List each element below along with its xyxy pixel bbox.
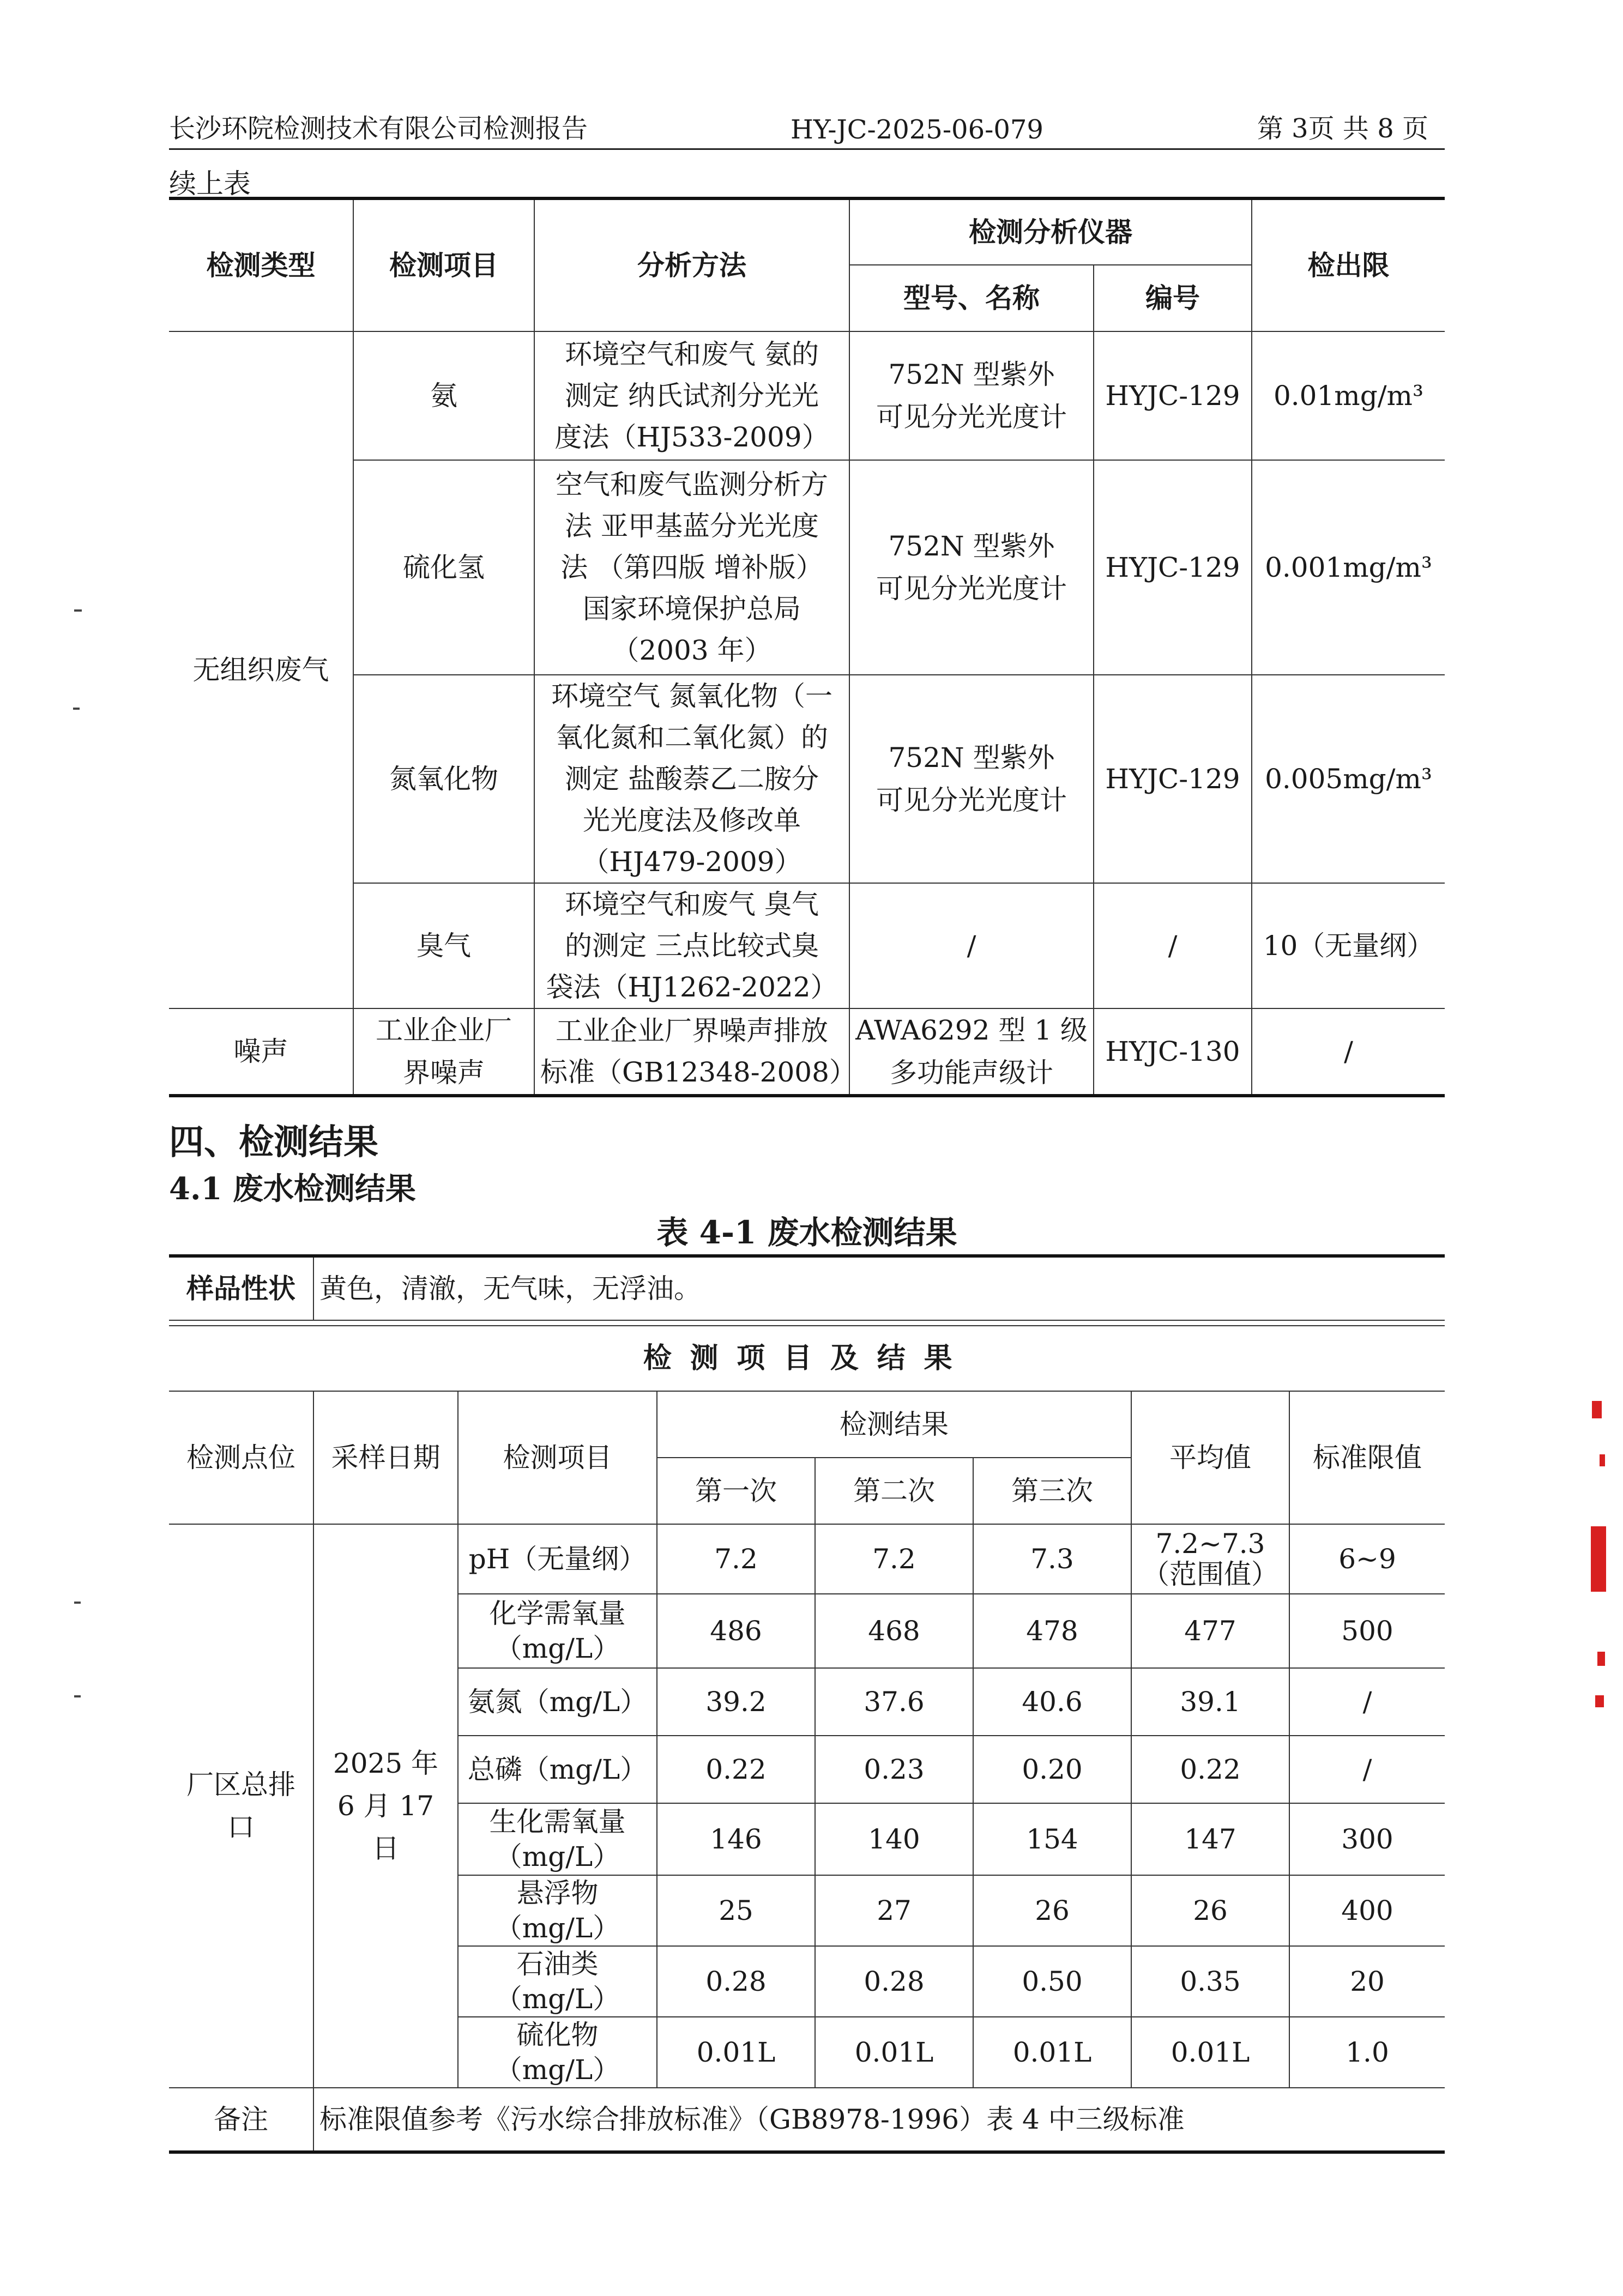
method-line: 袋法（HJ1262-2022） [546,971,838,1003]
page-number: 第 3页 共 8 页 [1257,113,1428,144]
point-line: 口 [227,1811,255,1843]
average-value [1131,2017,1289,2088]
scan-mark [73,708,80,710]
page-header [169,104,1445,150]
results-table [169,1254,1445,2154]
detection-limit: / [1252,1008,1445,1096]
method-line: 环境空气和废气 臭气 [565,889,819,920]
avg-line: 477 [1184,1615,1236,1647]
scan-mark [74,609,82,612]
method-line: 测定 盐酸萘乙二胺分 [565,763,819,795]
result-third: 0.20 [973,1736,1131,1803]
method-line: 的测定 三点比较式臭 [565,930,819,962]
method-line: 氧化氮和二氧化氮）的 [556,722,828,753]
detection-item: 氨 [353,331,534,460]
avg-line: 7.2~7.3 [1155,1528,1265,1560]
analysis-method [534,675,849,883]
report-number: HY-JC-2025-06-079 [791,114,1043,145]
method-table-body [169,331,1445,1096]
avg-line: 0.35 [1180,1966,1241,1997]
result-first: 25 [657,1875,815,1946]
result-second: 27 [815,1875,973,1946]
instrument-model [849,883,1094,1008]
average-value [1131,1875,1289,1946]
stamp-fragment [1592,1401,1602,1418]
result-third: 7.3 [973,1524,1131,1594]
company-report-title: 长沙环院检测技术有限公司检测报告 [169,113,588,144]
sampling-point [169,1524,313,2088]
item-line: 总磷（mg/L） [467,1754,648,1785]
result-third: 154 [973,1803,1131,1875]
result-second: 0.01L [815,2017,973,2088]
stamp-fragment [1600,1454,1605,1466]
detection-limit: 0.005mg/m³ [1252,675,1445,883]
instrument-model [849,1008,1094,1096]
method-line: 空气和废气监测分析方 [556,469,828,500]
instrument-number: HYJC-129 [1094,331,1252,460]
model-line: 可见分光光度计 [876,401,1067,433]
col-header-model: 型号、名称 [849,265,1094,331]
result-third: 478 [973,1594,1131,1668]
stamp-fragment [1595,1695,1604,1707]
col-header-item: 检测项目 [458,1391,657,1524]
standard-limit: 6~9 [1289,1524,1445,1594]
result-third: 40.6 [973,1668,1131,1736]
method-table [169,197,1445,1097]
test-item [458,1594,657,1668]
test-item [458,1803,657,1875]
result-third: 26 [973,1875,1131,1946]
scan-mark [74,1695,81,1697]
sample-label: 样品性状 [169,1256,313,1320]
result-first: 0.28 [657,1946,815,2017]
date-line: 6 月 17 日 [337,1790,435,1864]
col-header-instrument: 检测分析仪器 [849,198,1252,265]
result-first: 39.2 [657,1668,815,1736]
result-first: 146 [657,1803,815,1875]
standard-limit: 1.0 [1289,2017,1445,2088]
report-page [169,104,1445,2154]
average-value [1131,1736,1289,1803]
analysis-method [534,883,849,1008]
table-caption: 表 4-1 废水检测结果 [656,1214,957,1251]
result-second: 140 [815,1803,973,1875]
detection-limit: 0.01mg/m³ [1252,331,1445,460]
detection-limit: 0.001mg/m³ [1252,460,1445,675]
avg-line: 39.1 [1180,1686,1241,1718]
date-line: 2025 年 [333,1748,439,1779]
item-line: 生化需氧量 [489,1806,626,1838]
model-line: 752N 型紫外 [888,742,1055,774]
item-line: 工业企业厂 [376,1014,512,1046]
instrument-model [849,675,1094,883]
standard-limit: 500 [1289,1594,1445,1668]
method-line: （2003 年） [612,635,772,666]
instrument-model [849,331,1094,460]
sampling-date [313,1524,458,2088]
col-header-results: 检测结果 [657,1391,1131,1458]
method-line: 法 亚甲基蓝分光光度 [565,510,819,542]
results-table-body [169,1524,1445,2088]
result-second: 468 [815,1594,973,1668]
method-line: 法 （第四版 增补版） [560,552,823,583]
standard-limit: 300 [1289,1803,1445,1875]
result-second: 0.23 [815,1736,973,1803]
item-line: 化学需氧量 [489,1598,626,1629]
point-line: 厂区总排 [186,1769,295,1800]
method-line: 度法（HJ533-2009） [554,421,829,453]
test-item [458,1524,657,1594]
method-line: 工业企业厂界噪声排放 [556,1015,828,1047]
item-line: 悬浮物（mg/L） [494,1877,620,1944]
average-value [1131,1803,1289,1875]
instrument-number: HYJC-130 [1094,1008,1252,1096]
result-second: 37.6 [815,1668,973,1736]
avg-line: 147 [1184,1823,1236,1855]
table-row [169,1524,1445,1594]
average-value [1131,1946,1289,2017]
remark-text: 标准限值参考《污水综合排放标准》（GB8978-1996）表 4 中三级标准 [313,2088,1445,2152]
instrument-number: HYJC-129 [1094,460,1252,675]
test-item [458,2017,657,2088]
continued-label: 续上表 [169,168,251,200]
item-line: pH（无量纲） [468,1543,647,1575]
result-first: 0.22 [657,1736,815,1803]
section-title: 四、检测结果 [169,1122,378,1163]
analysis-method [534,460,849,675]
test-item [458,1875,657,1946]
detection-type: 无组织废气 [169,331,353,1008]
method-line: 环境空气 氮氧化物（一 [551,680,832,712]
col-header-type: 检测类型 [169,198,353,331]
test-item [458,1946,657,2017]
remark-label: 备注 [169,2088,313,2152]
average-value [1131,1594,1289,1668]
scan-mark [74,1602,81,1604]
test-item [458,1736,657,1803]
item-line: 硫化物（mg/L） [494,2019,620,2086]
result-second: 0.28 [815,1946,973,2017]
average-value [1131,1524,1289,1594]
model-line: 多功能声级计 [890,1057,1053,1089]
detection-item: 臭气 [353,883,534,1008]
method-line: 标准（GB12348-2008） [540,1056,856,1088]
model-line: / [967,930,976,962]
col-header-point: 检测点位 [169,1391,313,1524]
col-header-number: 编号 [1094,265,1252,331]
results-banner: 检测项目及结果 [169,1326,1445,1391]
item-line: 界噪声 [403,1057,485,1089]
avg-line: 0.22 [1180,1754,1241,1785]
instrument-number: / [1094,883,1252,1008]
item-line: （mg/L） [494,1841,620,1872]
col-header-second: 第二次 [815,1458,973,1524]
model-line: 可见分光光度计 [876,573,1067,605]
avg-line: （范围值） [1142,1558,1278,1590]
col-header-item: 检测项目 [353,198,534,331]
col-header-standard-limit: 标准限值 [1289,1391,1445,1524]
result-first: 0.01L [657,2017,815,2088]
standard-limit: / [1289,1736,1445,1803]
method-line: 环境空气和废气 氨的 [565,339,819,370]
test-item [458,1668,657,1736]
subsection-title: 4.1 废水检测结果 [169,1171,416,1207]
sample-description: 黄色，清澈，无气味，无浮油。 [313,1256,1445,1320]
stamp-fragment [1591,1526,1606,1592]
model-line: 752N 型紫外 [888,530,1055,562]
detection-item [353,1008,534,1096]
col-header-first: 第一次 [657,1458,815,1524]
method-line: 测定 纳氏试剂分光光 [565,380,819,412]
model-line: AWA6292 型 1 级 [855,1014,1088,1046]
col-header-average: 平均值 [1131,1391,1289,1524]
analysis-method [534,331,849,460]
detection-limit: 10（无量纲） [1252,883,1445,1008]
standard-limit: / [1289,1668,1445,1736]
avg-line: 26 [1193,1895,1228,1926]
standard-limit: 400 [1289,1875,1445,1946]
col-header-method: 分析方法 [534,198,849,331]
standard-limit: 20 [1289,1946,1445,2017]
method-line: 国家环境保护总局 [583,593,801,625]
item-line: 石油类（mg/L） [494,1948,620,2015]
method-line: 光光度法及修改单 [583,805,801,836]
instrument-model [849,460,1094,675]
result-first: 486 [657,1594,815,1668]
item-line: 氨氮（mg/L） [467,1686,648,1718]
detection-type: 噪声 [169,1008,353,1096]
table-spacer [169,1320,1445,1326]
col-header-limit: 检出限 [1252,198,1445,331]
instrument-number: HYJC-129 [1094,675,1252,883]
method-line: （HJ479-2009） [582,846,802,878]
item-line: （mg/L） [494,1633,620,1664]
model-line: 752N 型紫外 [888,359,1055,390]
result-third: 0.01L [973,2017,1131,2088]
col-header-third: 第三次 [973,1458,1131,1524]
detection-item: 硫化氢 [353,460,534,675]
analysis-method [534,1008,856,1096]
col-header-date: 采样日期 [313,1391,458,1524]
result-second: 7.2 [815,1524,973,1594]
average-value [1131,1668,1289,1736]
result-third: 0.50 [973,1946,1131,2017]
stamp-fragment [1597,1652,1605,1666]
detection-item: 氮氧化物 [353,675,534,883]
result-first: 7.2 [657,1524,815,1594]
avg-line: 0.01L [1171,2037,1250,2068]
model-line: 可见分光光度计 [876,784,1067,816]
